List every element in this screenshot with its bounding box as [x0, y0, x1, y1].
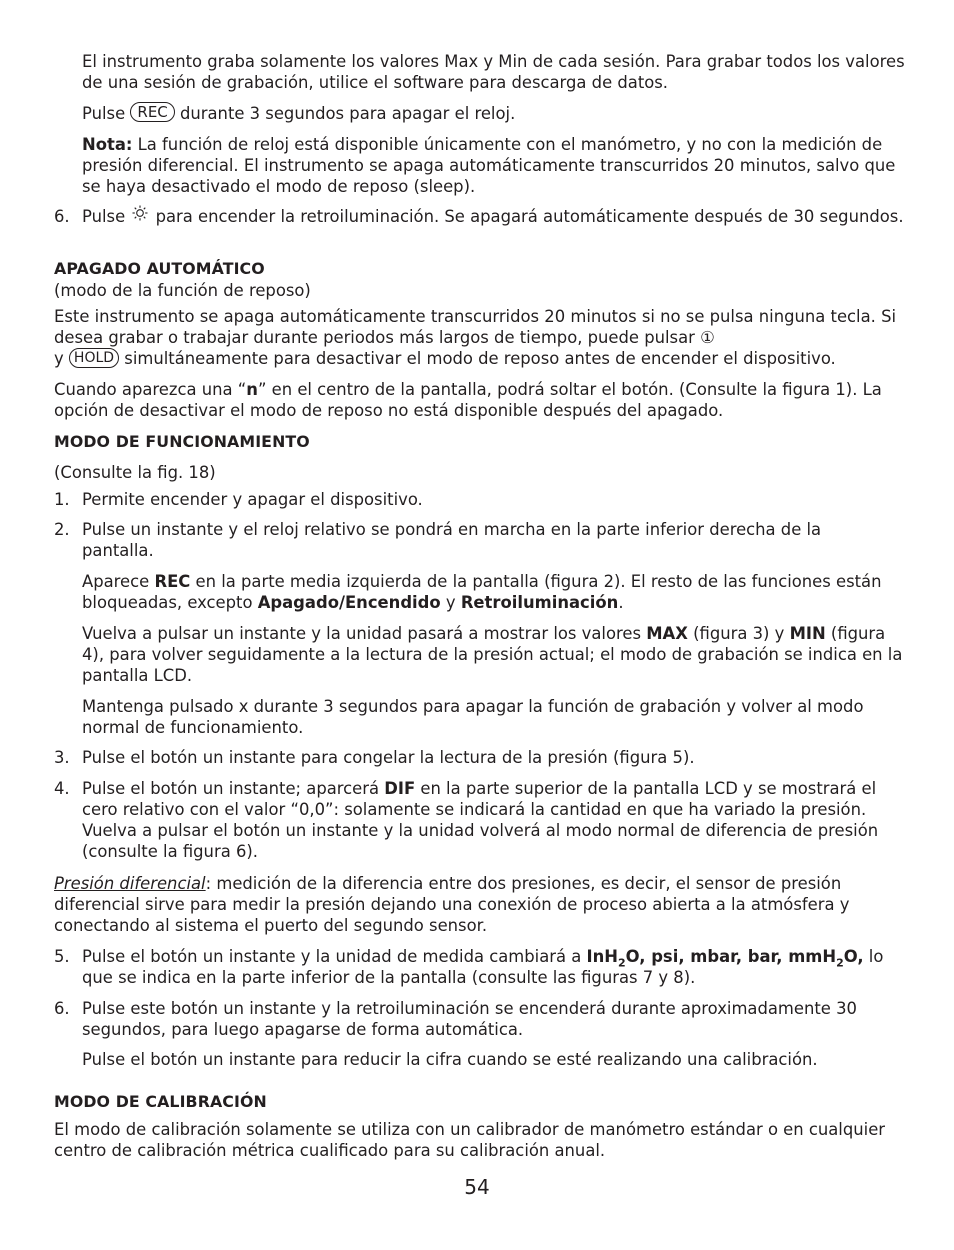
- power-icon: ①: [700, 328, 715, 347]
- section-heading-calibration: MODO DE CALIBRACIÓN: [54, 1092, 267, 1111]
- unit-inh2o: InH$_2$O, psi, mbar, bar, mmH$_2$O,: [586, 947, 864, 970]
- paragraph-see-fig: (Consulte la fig. 18): [54, 463, 216, 482]
- paragraph-sleep-mode: Este instrumento se apaga automáticamente transcurridos 20 minutos si no se pulsa ninguna tecla. Si desea grabar o trabajar durante periodos más largos de tiempo, puede pulsar ① y HOLD simultáneamente para desactivar el modo de reposo antes de encender el dispositivo.: [54, 307, 897, 368]
- paragraph-differential-pressure: Presión diferencial: medición de la diferencia entre dos presiones, es decir, el sensor de presión diferencial sirve para medir la presión dejando una conexión de proceso abierta a la atmósfera y conectando al sistema el puerto del segundo sensor.: [54, 874, 850, 935]
- list-number: 3.: [54, 748, 70, 767]
- list-number: 1.: [54, 490, 70, 509]
- list-number: 5.: [54, 947, 70, 966]
- note-paragraph: Nota: La función de reloj está disponible únicamente con el manómetro, y no con la medición de presión diferencial. El instrumento se apaga automáticamente transcurridos 20 minutos, salvo que se haya desactivado el modo de reposo (sleep).: [82, 135, 896, 196]
- list-number: 6.: [54, 207, 70, 226]
- list-item-backlight-auto: Pulse este botón un instante y la retroiluminación se encenderá durante aproximadamente 30 segundos, para luego apagarse de forma automática.: [82, 999, 857, 1039]
- list-item-dif: Pulse el botón un instante; aparcerá DIF en la parte superior de la pantalla LCD y se mostrará el cero relativo con el valor “0,0”: solamente se indicará la cantidad en que ha variado la presión. Vuelva a pulsar el botón un instante y la unidad volverá al modo normal de diferencia de presión (consulte la figura 6).: [82, 779, 879, 861]
- section-subheading: (modo de la función de reposo): [54, 281, 311, 300]
- paragraph-calibration-reduce: Pulse el botón un instante para reducir la cifra cuando se esté realizando una calibración.: [82, 1050, 818, 1069]
- section-heading-operation: MODO DE FUNCIONAMIENTO: [54, 432, 310, 451]
- paragraph-n-display: Cuando aparezca una “n” en el centro de la pantalla, podrá soltar el botón. (Consulte la figura 1). La opción de desactivar el modo de reposo no está disponible después del apagado.: [54, 380, 882, 420]
- rec-button-icon: REC: [130, 102, 174, 122]
- note-label: Nota:: [82, 135, 133, 154]
- list-item-backlight: Pulse para encender la retroiluminación. Se apagará automáticamente después de 30 segundos.: [82, 207, 904, 226]
- hold-button-icon: HOLD: [69, 348, 119, 368]
- paragraph-max-min-values: Vuelva a pulsar un instante y la unidad pasará a mostrar los valores MAX (figura 3) y MIN (figura 4), para volver seguidamente a la lectura de la presión actual; el modo de grabación se indica en la pantalla LCD.: [82, 624, 903, 685]
- list-number: 6.: [54, 999, 70, 1018]
- section-heading-auto-off: APAGADO AUTOMÁTICO: [54, 259, 265, 278]
- list-item-units: Pulse el botón un instante y la unidad de medida cambiará a InH$_2$O, psi, mbar, bar, mmH$_2$O, lo que se indica en la parte inferior de la pantalla (consulte las figuras 7 y 8).: [82, 947, 884, 987]
- paragraph-rec-display: Aparece REC en la parte media izquierda de la pantalla (figura 2). El resto de las funciones están bloqueadas, excepto Apagado/Encendido y Retroiluminación.: [82, 572, 882, 612]
- list-number: 2.: [54, 520, 70, 539]
- list-item-relative-clock: Pulse un instante y el reloj relativo se pondrá en marcha en la parte inferior derecha de la pantalla.: [82, 520, 822, 560]
- list-number: 4.: [54, 779, 70, 798]
- list-item-power: Permite encender y apagar el dispositivo.: [82, 490, 423, 509]
- paragraph-max-min: El instrumento graba solamente los valores Max y Min de cada sesión. Para grabar todos los valores de una sesión de grabación, utilice el software para descarga de datos.: [82, 52, 905, 92]
- paragraph-calibration: El modo de calibración solamente se utiliza con un calibrador de manómetro estándar o en cualquier centro de calibración métrica cualificado para su calibración anual.: [54, 1120, 886, 1160]
- sun-icon: [130, 205, 150, 226]
- list-item-freeze: Pulse el botón un instante para congelar la lectura de la presión (figura 5).: [82, 748, 695, 767]
- paragraph-hold-recording: Mantenga pulsado x durante 3 segundos para apagar la función de grabación y volver al modo normal de funcionamiento.: [82, 697, 864, 737]
- page-number: 54: [464, 1175, 490, 1199]
- term-differential-pressure: Presión diferencial: [54, 874, 206, 893]
- paragraph-rec-clock: Pulse REC durante 3 segundos para apagar el reloj.: [82, 103, 516, 123]
